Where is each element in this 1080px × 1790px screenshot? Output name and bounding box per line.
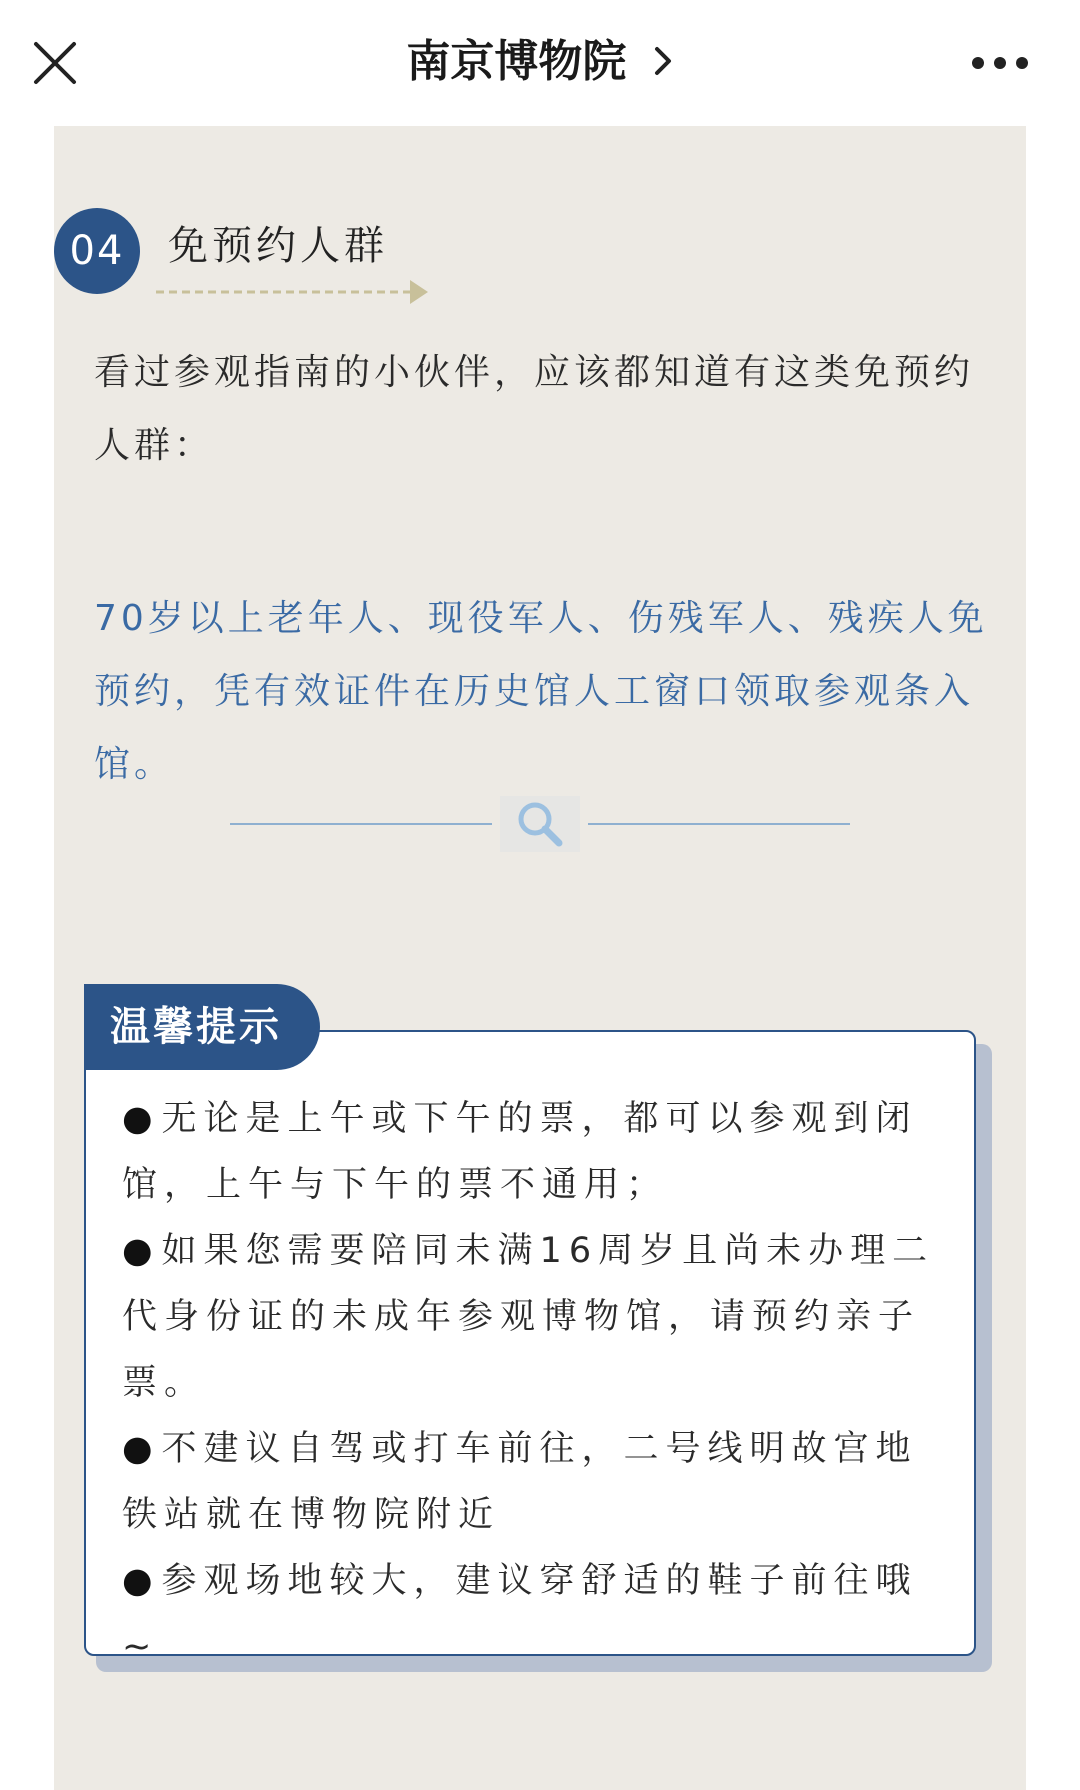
exemption-paragraph: 70岁以上老年人、现役军人、伤残军人、残疾人免预约，凭有效证件在历史馆人工窗口领取参观条入馆。 [94, 598, 988, 785]
top-navigation-bar [0, 0, 1080, 126]
search-icon [514, 798, 566, 850]
bullet-icon: ● [122, 1231, 160, 1271]
bullet-icon: ● [122, 1099, 160, 1139]
list-item: ●参观场地较大，建议穿舒适的鞋子前往哦~ [122, 1561, 918, 1667]
list-item: ●无论是上午或下午的票，都可以参观到闭馆，上午与下午的票不通用； [122, 1099, 918, 1205]
intro-paragraph: 看过参观指南的小伙伴，应该都知道有这类免预约人群： [94, 352, 975, 466]
section-number-badge: 04 [54, 208, 140, 294]
tips-list [122, 1086, 952, 1680]
bullet-icon: ● [122, 1561, 160, 1601]
more-icon[interactable] [968, 48, 1032, 78]
tips-title: 温馨提示 [84, 984, 320, 1070]
list-item: ●不建议自驾或打车前往，二号线明故宫地铁站就在博物院附近 [122, 1429, 918, 1535]
article-content [54, 126, 1026, 1790]
list-item: ●如果您需要陪同未满16周岁且尚未办理二代身份证的未成年参观博物馆，请预约亲子票。 [122, 1231, 935, 1403]
page-title: 南京博物院 [406, 36, 627, 87]
bullet-icon: ● [122, 1429, 160, 1469]
account-title-button[interactable] [0, 30, 1080, 96]
chevron-right-icon [652, 32, 674, 96]
dashed-arrow-decoration [154, 274, 434, 318]
search-divider [230, 796, 850, 852]
section-title: 免预约人群 [168, 223, 388, 269]
